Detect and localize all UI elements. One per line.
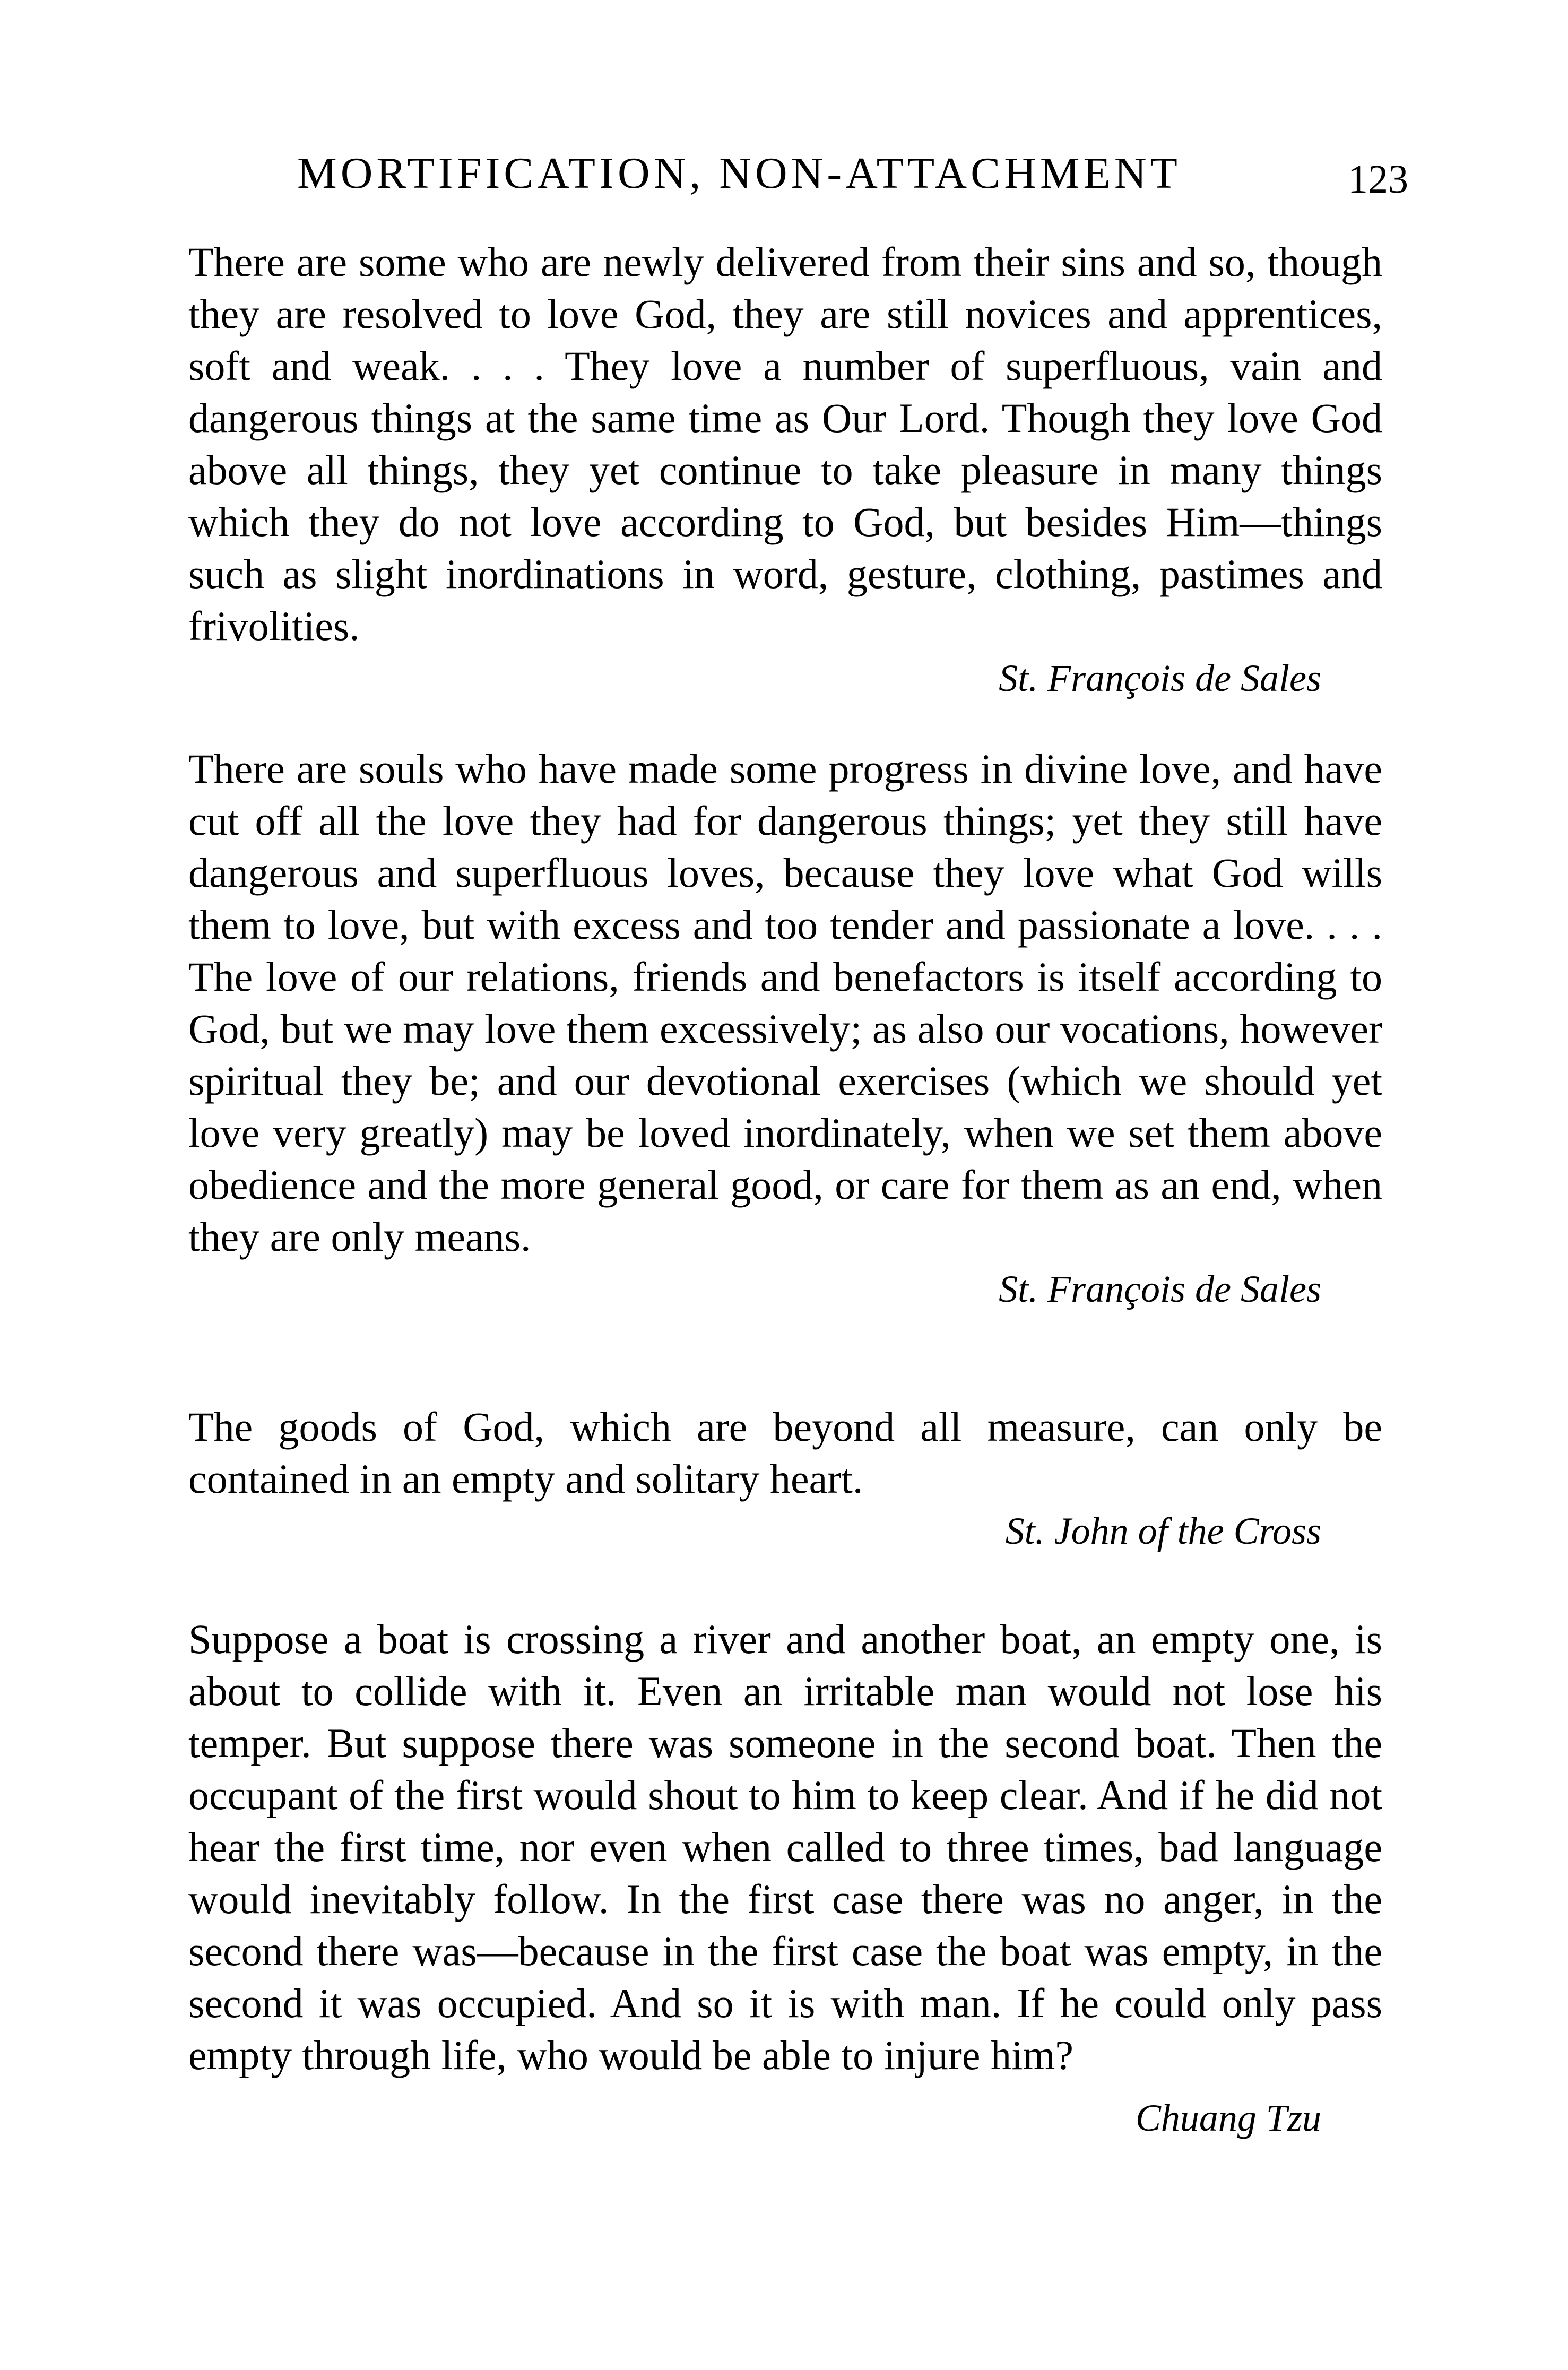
quote-attribution: St. François de Sales — [999, 657, 1321, 699]
quote-text: There are some who are newly delivered from their sins and so, though they are resolved to love God, they are still novices and apprentices, soft and weak. . . . They love a number of superfluous, vain and dangerous things at the same time as Our Lord. Though they love God above all things, they yet continue to take pleasure in many things which they do not love according to God, but besides Him—things such as slight inordinations in word, gesture, clothing, pastimes and frivolities. — [188, 239, 1382, 649]
running-header: MORTIFICATION, NON-ATTACHMENT — [297, 149, 1181, 198]
quote-text: The goods of God, which are beyond all measure, can only be contained in an empty and solitary heart. — [188, 1404, 1382, 1502]
passage-4 — [188, 1613, 1382, 2144]
quote-attribution: St. John of the Cross — [1005, 1510, 1321, 1552]
passage-2 — [188, 743, 1382, 1315]
quote-text: Suppose a boat is crossing a river and another boat, an empty one, is about to collide with it. Even an irritable man would not lose his temper. But suppose there was someone in the second boat. Then the occupant of the first would shout to him to keep clear. And if he did not hear the first time, nor even when called to three times, bad language would inevitably follow. In the first case there was no anger, in the second there was—because in the first case the boat was empty, in the second it was occupied. And so it is with man. If he could only pass empty through life, who would be able to injure him? — [188, 1616, 1382, 2078]
quote-attribution: Chuang Tzu — [1135, 2097, 1321, 2139]
quote-text: There are souls who have made some progress in divine love, and have cut off all the love they had for dangerous things; yet they still have dangerous and superfluous loves, because they love what God wills them to love, but with excess and too tender and passionate a love. . . . The love of our relations, friends and benefactors is itself according to God, but we may love them excessively; as also our vocations, however spiritual they be; and our devotional exercises (which we should yet love very greatly) may be loved inordinately, when we set them above obedience and the more general good, or care for them as an end, when they are only means. — [188, 746, 1382, 1260]
passage-1 — [188, 236, 1382, 704]
quote-attribution: St. François de Sales — [999, 1268, 1321, 1310]
passage-3 — [188, 1401, 1382, 1557]
page-number: 123 — [1348, 157, 1408, 202]
